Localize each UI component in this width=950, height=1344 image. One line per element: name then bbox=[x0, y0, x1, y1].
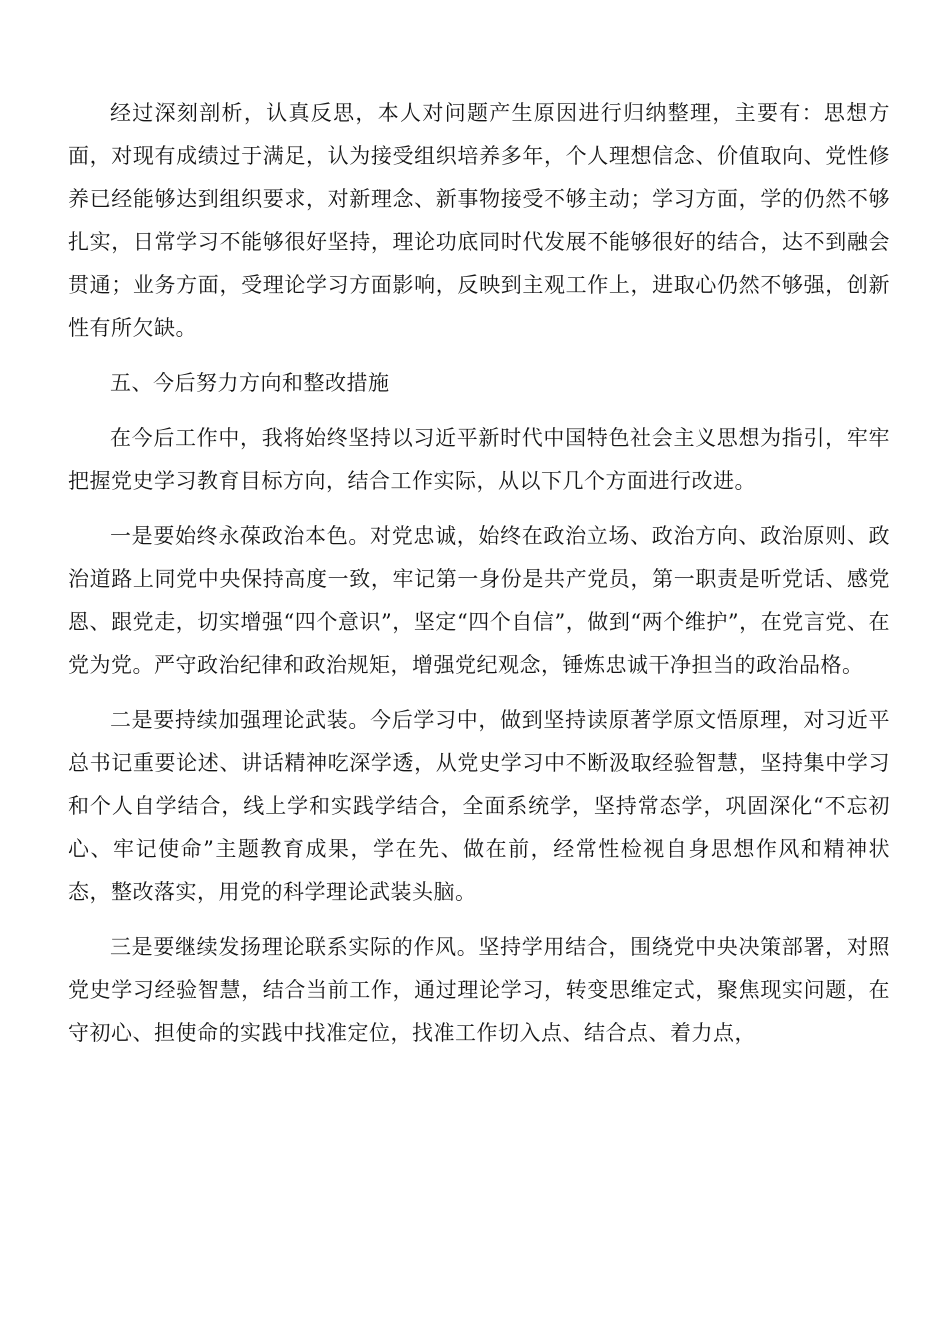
paragraph-measure-two: 二是要持续加强理论武装。今后学习中，做到坚持读原著学原文悟原理，对习近平总书记重要论述、讲话精神吃深学透，从党史学习中不断汲取经验智慧，坚持集中学习和个人自学结合，线上学和实践学结合，全面系统学，坚持常态学，巩固深化“不忘初心、牢记使命”主题教育成果，学在先、做在前，经常性检视自身思想作风和精神状态，整改落实，用党的科学理论武装头脑。 bbox=[68, 708, 890, 904]
paragraph-measure-three: 三是要继续发扬理论联系实际的作风。坚持学用结合，围绕党中央决策部署，对照党史学习经验智慧，结合当前工作，通过理论学习，转变思维定式，聚焦现实问题，在守初心、担使命的实践中找准定位，找准工作切入点、结合点、着力点， bbox=[68, 935, 890, 1045]
document-page bbox=[68, 92, 890, 1067]
paragraph-cause-analysis: 经过深刻剖析，认真反思，本人对问题产生原因进行归纳整理，主要有：思想方面，对现有成绩过于满足，认为接受组织培养多年，个人理想信念、价值取向、党性修养已经能够达到组织要求，对新理念、新事物接受不够主动；学习方面，学的仍然不够扎实，日常学习不能够很好坚持，理论功底同时代发展不能够很好的结合，达不到融会贯通；业务方面，受理论学习方面影响，反映到主观工作上，进取心仍然不够强，创新性有所欠缺。 bbox=[68, 101, 890, 340]
paragraph-intro: 在今后工作中，我将始终坚持以习近平新时代中国特色社会主义思想为指引，牢牢把握党史学习教育目标方向，结合工作实际，从以下几个方面进行改进。 bbox=[68, 426, 890, 493]
paragraph-measure-one: 一是要始终永葆政治本色。对党忠诚，始终在政治立场、政治方向、政治原则、政治道路上同党中央保持高度一致，牢记第一身份是共产党员，第一职责是听党话、感党恩、跟党走，切实增强“四个意识”，坚定“四个自信”，做到“两个维护”，在党言党、在党为党。严守政治纪律和政治规矩，增强党纪观念，锤炼忠诚干净担当的政治品格。 bbox=[68, 524, 890, 677]
section-heading-rectification: 五、今后努力方向和整改措施 bbox=[110, 371, 390, 395]
